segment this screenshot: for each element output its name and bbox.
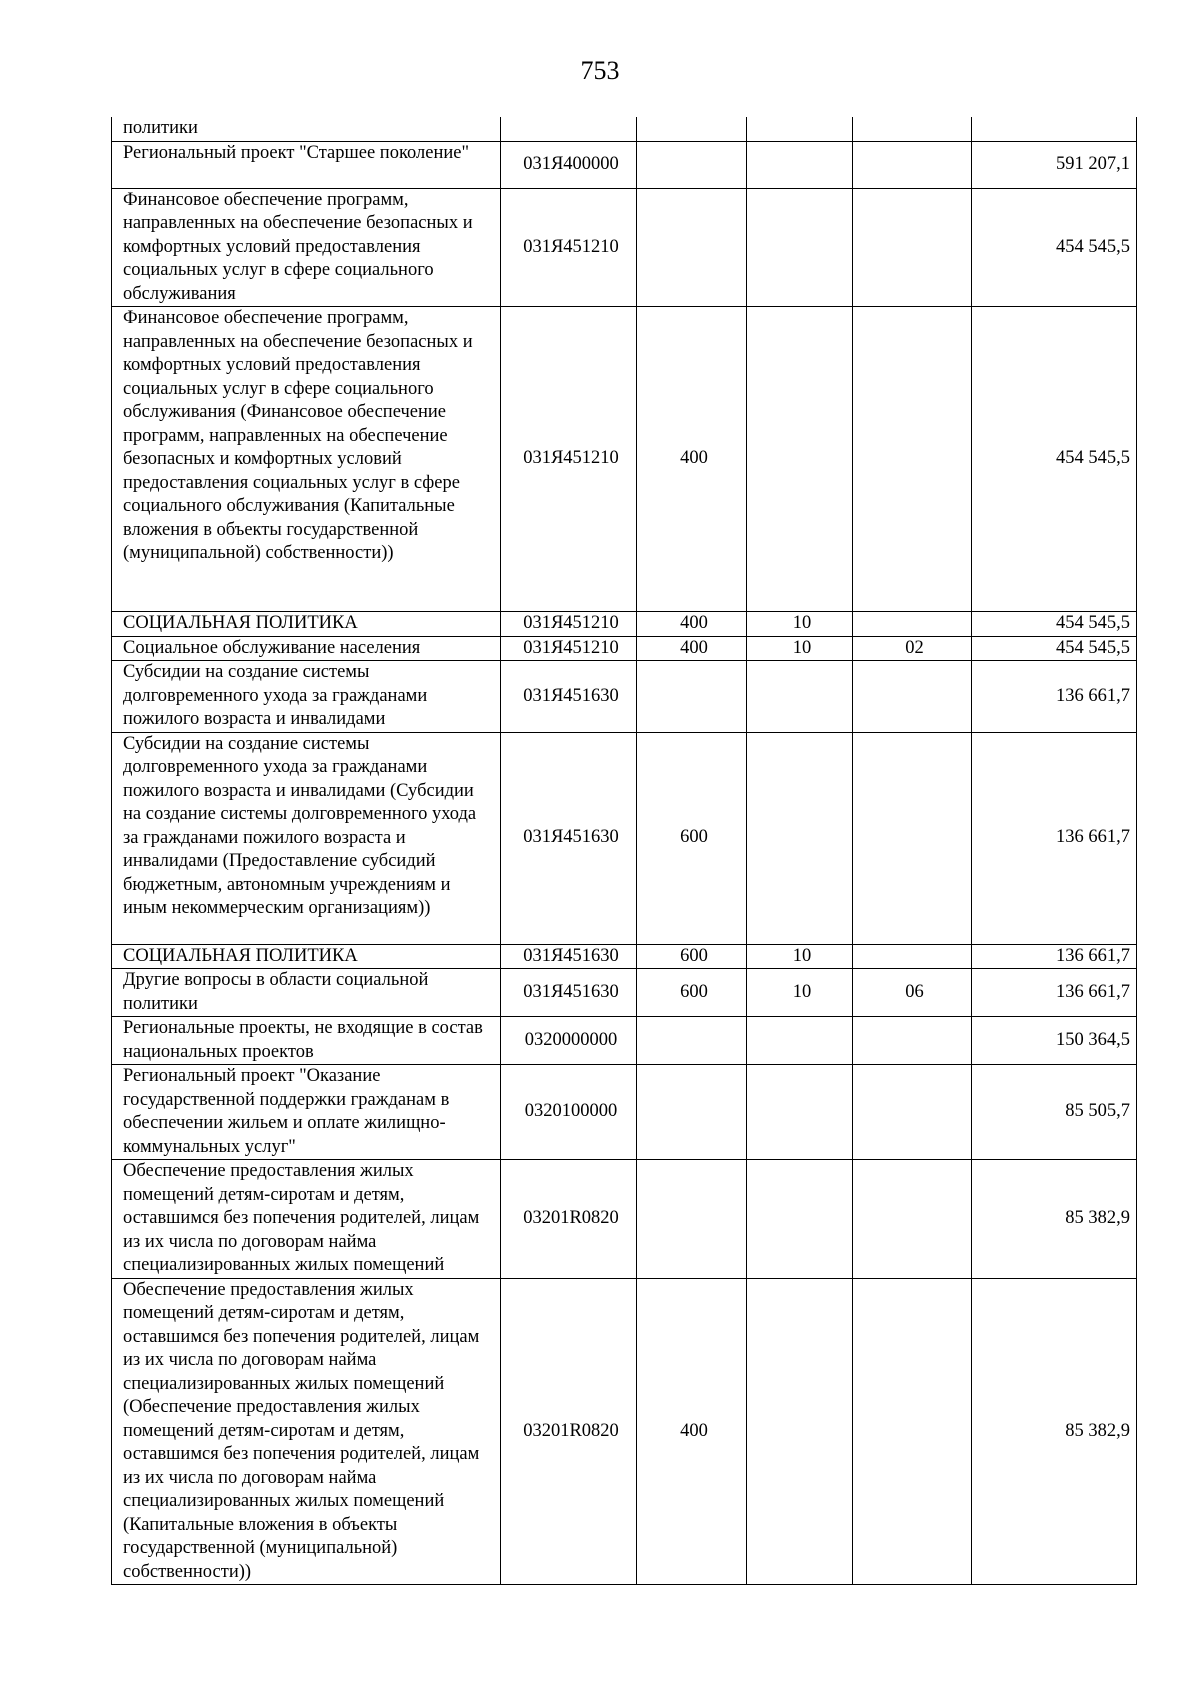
- budget-table: [111, 117, 1137, 1585]
- row-name: Региональный проект "Оказание государственной поддержки гражданам в обеспечении жильем и оплате жилищно-коммунальных услуг": [112, 1065, 501, 1160]
- row-section: [747, 117, 853, 141]
- row-target-code: 03201R0820: [501, 1278, 637, 1585]
- table-row: [112, 612, 1137, 637]
- row-expense-type: 400: [637, 1278, 747, 1585]
- row-target-code: 031Я451630: [501, 661, 637, 733]
- row-name: Обеспечение предоставления жилых помещений детям-сиротам и детям, оставшимся без попечения родителей, лицам из их числа по договорам найма специализированных жилых помещений (Обеспечение предоставления жилых помещений детям-сиротам и детям, оставшимся без попечения родителей, лицам из их числа по договорам найма специализированных жилых помещений (Капитальные вложения в объекты государственной (муниципальной) собственности)): [112, 1278, 501, 1585]
- row-subsection: [853, 188, 972, 307]
- row-section: [747, 661, 853, 733]
- row-subsection: [853, 307, 972, 612]
- row-section: [747, 1065, 853, 1160]
- row-subsection: [853, 732, 972, 944]
- row-expense-type: 400: [637, 636, 747, 661]
- row-expense-type: [637, 1065, 747, 1160]
- row-subsection: [853, 117, 972, 141]
- row-amount: 85 382,9: [972, 1160, 1137, 1279]
- row-amount: 136 661,7: [972, 944, 1137, 969]
- row-subsection: [853, 1017, 972, 1065]
- row-subsection: [853, 944, 972, 969]
- row-name: Финансовое обеспечение программ, направленных на обеспечение безопасных и комфортных условий предоставления социальных услуг в сфере социального обслуживания (Финансовое обеспечение программ, направленных на обеспечение безопасных и комфортных условий предоставления социальных услуг в сфере социального обслуживания (Капитальные вложения в объекты государственной (муниципальной) собственности)): [112, 307, 501, 612]
- row-section: [747, 1278, 853, 1585]
- row-target-code: 031Я451630: [501, 732, 637, 944]
- row-name: Региональный проект "Старшее поколение": [112, 141, 501, 188]
- row-amount: [972, 117, 1137, 141]
- table-row: [112, 141, 1137, 188]
- row-section: [747, 141, 853, 188]
- row-expense-type: [637, 1160, 747, 1279]
- row-subsection: [853, 1160, 972, 1279]
- table-row: [112, 732, 1137, 944]
- row-expense-type: [637, 1017, 747, 1065]
- row-subsection: 06: [853, 969, 972, 1017]
- row-expense-type: [637, 188, 747, 307]
- row-expense-type: [637, 117, 747, 141]
- row-amount: 150 364,5: [972, 1017, 1137, 1065]
- table-row: [112, 1065, 1137, 1160]
- row-target-code: 031Я400000: [501, 141, 637, 188]
- table-row: [112, 1017, 1137, 1065]
- row-amount: 454 545,5: [972, 636, 1137, 661]
- row-expense-type: 600: [637, 944, 747, 969]
- row-amount: 454 545,5: [972, 612, 1137, 637]
- row-section: [747, 307, 853, 612]
- row-expense-type: 600: [637, 732, 747, 944]
- row-amount: 136 661,7: [972, 732, 1137, 944]
- row-target-code: 031Я451210: [501, 307, 637, 612]
- row-expense-type: [637, 661, 747, 733]
- row-target-code: 031Я451630: [501, 969, 637, 1017]
- row-name: Другие вопросы в области социальной политики: [112, 969, 501, 1017]
- row-amount: 136 661,7: [972, 661, 1137, 733]
- row-name: Социальное обслуживание населения: [112, 636, 501, 661]
- row-name: политики: [112, 117, 501, 141]
- row-target-code: 03201R0820: [501, 1160, 637, 1279]
- row-section: [747, 1017, 853, 1065]
- row-section: 10: [747, 969, 853, 1017]
- row-expense-type: 400: [637, 307, 747, 612]
- row-name: СОЦИАЛЬНАЯ ПОЛИТИКА: [112, 944, 501, 969]
- row-expense-type: [637, 141, 747, 188]
- row-subsection: [853, 612, 972, 637]
- table-row: [112, 307, 1137, 612]
- row-subsection: 02: [853, 636, 972, 661]
- row-section: [747, 1160, 853, 1279]
- row-name: Субсидии на создание системы долговременного ухода за гражданами пожилого возраста и инвалидами: [112, 661, 501, 733]
- table-row: [112, 117, 1137, 141]
- row-amount: 85 382,9: [972, 1278, 1137, 1585]
- row-target-code: 031Я451210: [501, 636, 637, 661]
- row-section: 10: [747, 636, 853, 661]
- row-amount: 454 545,5: [972, 307, 1137, 612]
- row-subsection: [853, 1278, 972, 1585]
- table-row: [112, 1278, 1137, 1585]
- row-expense-type: 600: [637, 969, 747, 1017]
- table-row: [112, 636, 1137, 661]
- row-amount: 85 505,7: [972, 1065, 1137, 1160]
- row-amount: 454 545,5: [972, 188, 1137, 307]
- row-target-code: 031Я451210: [501, 612, 637, 637]
- row-amount: 136 661,7: [972, 969, 1137, 1017]
- row-amount: 591 207,1: [972, 141, 1137, 188]
- row-target-code: [501, 117, 637, 141]
- row-target-code: 031Я451630: [501, 944, 637, 969]
- row-subsection: [853, 1065, 972, 1160]
- row-section: [747, 732, 853, 944]
- row-target-code: 0320000000: [501, 1017, 637, 1065]
- row-section: 10: [747, 944, 853, 969]
- row-name: Обеспечение предоставления жилых помещений детям-сиротам и детям, оставшимся без попечения родителей, лицам из их числа по договорам найма специализированных жилых помещений: [112, 1160, 501, 1279]
- row-section: 10: [747, 612, 853, 637]
- row-name: Региональные проекты, не входящие в состав национальных проектов: [112, 1017, 501, 1065]
- row-section: [747, 188, 853, 307]
- row-name: СОЦИАЛЬНАЯ ПОЛИТИКА: [112, 612, 501, 637]
- budget-table-body: [112, 117, 1137, 1585]
- table-row: [112, 944, 1137, 969]
- row-name: Субсидии на создание системы долговременного ухода за гражданами пожилого возраста и инвалидами (Субсидии на создание системы долговременного ухода за гражданами пожилого возраста и инвалидами (Предоставление субсидий бюджетным, автономным учреждениям и иным некоммерческим организациям)): [112, 732, 501, 944]
- row-target-code: 031Я451210: [501, 188, 637, 307]
- row-subsection: [853, 661, 972, 733]
- table-row: [112, 969, 1137, 1017]
- row-target-code: 0320100000: [501, 1065, 637, 1160]
- table-row: [112, 661, 1137, 733]
- table-row: [112, 1160, 1137, 1279]
- row-name: Финансовое обеспечение программ, направленных на обеспечение безопасных и комфортных условий предоставления социальных услуг в сфере социального обслуживания: [112, 188, 501, 307]
- row-expense-type: 400: [637, 612, 747, 637]
- table-row: [112, 188, 1137, 307]
- page-number: 753: [580, 56, 620, 85]
- row-subsection: [853, 141, 972, 188]
